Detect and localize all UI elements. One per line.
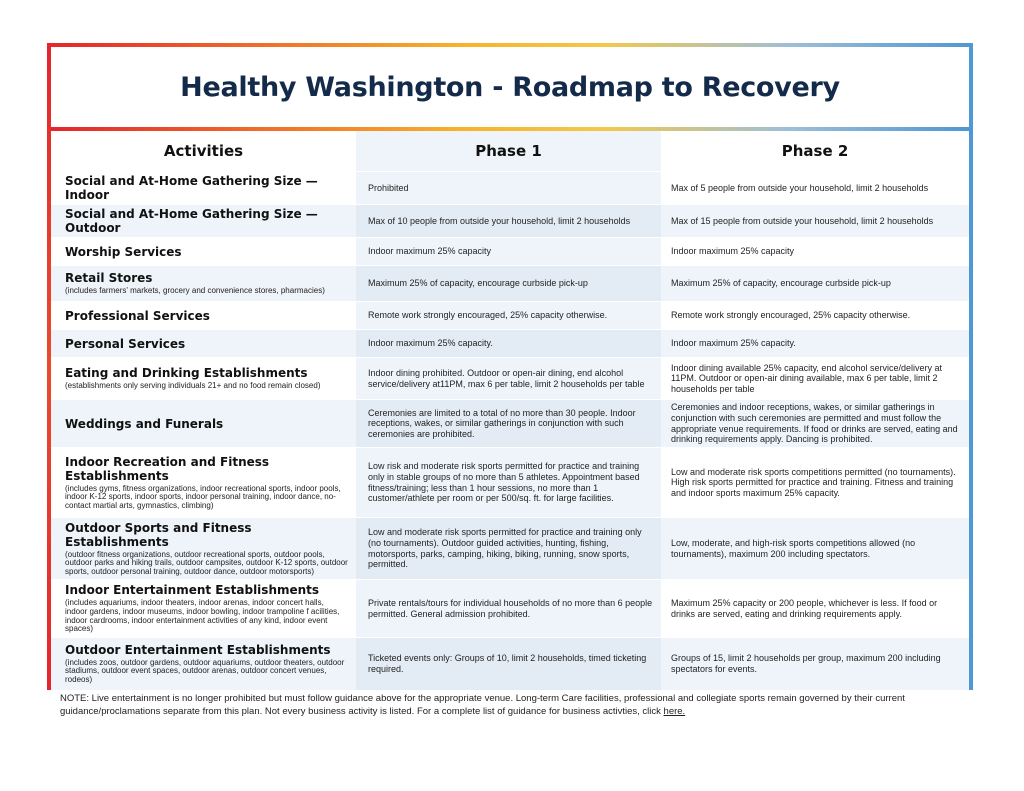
roadmap-panel — [51, 47, 969, 686]
activity-cell — [51, 205, 356, 238]
footnote-text: NOTE: Live entertainment is no longer prohibited but must follow guidance above for the appropriate venue. Long-term Care facilities, professional and collegiate sports remain governed by their current guidance/proclamations separate from this plan. Not every business activity is listed. For a complete list of guidance for business activties, click — [60, 693, 905, 717]
activity-name: Worship Services — [65, 244, 182, 259]
header-activities: Activities — [163, 142, 244, 160]
activity-name: Social and At-Home Gathering Size — Outdoor — [65, 207, 318, 235]
table-row — [51, 580, 969, 638]
table-row — [51, 266, 969, 302]
activity-cell — [51, 302, 356, 330]
roadmap-frame — [47, 43, 973, 690]
table-row — [51, 205, 969, 238]
activity-description: (includes gyms, fitness organizations, indoor recreational sports, indoor pools, indoor K-12 sports, indoor sports, indoor personal training, indoor dance, no-contact martial arts, gymnastics, climbing) — [65, 483, 341, 510]
table-row — [51, 238, 969, 266]
frame-left-edge — [47, 43, 51, 690]
activity-name: Weddings and Funerals — [65, 416, 224, 431]
phase-1-cell: Private rentals/tours for individual households of no more than 6 people permitted. General admission prohibited. — [356, 580, 661, 638]
activity-description: (includes zoos, outdoor gardens, outdoor aquariums, outdoor theaters, outdoor stadiums, outdoor event spaces, outdoor arenas, outdoor concert venues, rodeos) — [65, 657, 345, 685]
phase-2-cell: Indoor dining available 25% capacity, end alcohol service/delivery at 11PM. Outdoor or open-air dining available, max 6 per table, limit 2 households per table — [661, 358, 969, 400]
table-row — [51, 172, 969, 205]
title-band — [51, 47, 969, 127]
phase-1-cell: Indoor maximum 25% capacity — [356, 238, 661, 266]
page-title: Healthy Washington - Roadmap to Recovery — [180, 71, 840, 103]
activity-cell — [51, 518, 356, 580]
activity-cell — [51, 400, 356, 448]
phase-2-cell: Indoor maximum 25% capacity. — [661, 330, 969, 358]
phase-2-cell: Groups of 15, limit 2 households per group, maximum 200 including spectators for events. — [661, 638, 969, 690]
activity-name: Personal Services — [65, 336, 186, 351]
phase-2-cell: Max of 15 people from outside your household, limit 2 households — [661, 205, 969, 238]
phase-1-cell: Low and moderate risk sports permitted for practice and training only (no tournaments). Outdoor guided activities, hunting, fishing, motorsports, parks, camping, hiking, biking, running, snow sports, permitted. — [356, 518, 661, 580]
guidance-link[interactable]: here. — [663, 705, 686, 717]
activity-cell — [51, 448, 356, 518]
activity-cell — [51, 358, 356, 400]
header-phase-2: Phase 2 — [781, 142, 849, 160]
activity-description: (includes farmers' markets, grocery and convenience stores, pharmacies) — [65, 286, 325, 296]
table-row — [51, 400, 969, 448]
activity-cell — [51, 580, 356, 638]
header-phase-1: Phase 1 — [356, 131, 661, 172]
table-row — [51, 302, 969, 330]
activity-name: Indoor Recreation and Fitness Establishments — [65, 454, 270, 483]
phase-2-cell: Remote work strongly encouraged, 25% capacity otherwise. — [661, 302, 969, 330]
activity-cell — [51, 638, 356, 690]
activity-cell — [51, 266, 356, 302]
activity-name: Indoor Entertainment Establishments — [65, 583, 320, 598]
table-row — [51, 638, 969, 690]
phase-1-cell: Prohibited — [356, 172, 661, 205]
activity-name: Outdoor Sports and Fitness Establishments — [65, 520, 252, 549]
phase-2-cell: Maximum 25% of capacity, encourage curbside pick-up — [661, 266, 969, 302]
table-row — [51, 518, 969, 580]
phase-2-cell: Ceremonies and indoor receptions, wakes, or similar gatherings in conjunction with such ceremonies are permitted and must follow the appropriate venue requirements. If food or drinks are served, eating and drinking requirements apply. Dancing is prohibited. — [661, 400, 969, 448]
phase-1-cell: Indoor dining prohibited. Outdoor or open-air dining, end alcohol service/delivery at11PM, max 6 per table, limit 2 households per table — [356, 358, 661, 400]
activity-description: (outdoor fitness organizations, outdoor recreational sports, outdoor pools, outdoor parks and hiking trails, outdoor campsites, outdoor K-12 sports, outdoor sports, outdoor personal training, outdoor dance, outdoor motorsports) — [65, 549, 348, 576]
phase-1-cell: Ceremonies are limited to a total of no more than 30 people. Indoor receptions, wakes, or similar gatherings in conjunction with such ceremonies are prohibited. — [356, 400, 661, 448]
activity-name: Retail Stores — [65, 271, 153, 286]
activity-name: Eating and Drinking Establishments — [65, 366, 308, 381]
activity-name: Outdoor Entertainment Establishments — [65, 642, 331, 657]
phase-1-cell: Maximum 25% of capacity, encourage curbside pick-up — [356, 266, 661, 302]
table-row — [51, 330, 969, 358]
phase-1-cell: Remote work strongly encouraged, 25% capacity otherwise. — [356, 302, 661, 330]
table-row — [51, 358, 969, 400]
phase-1-cell: Max of 10 people from outside your household, limit 2 households — [356, 205, 661, 238]
phase-2-cell: Indoor maximum 25% capacity — [661, 238, 969, 266]
roadmap-table — [51, 131, 969, 690]
activity-cell — [51, 238, 356, 266]
phase-2-cell: Max of 5 people from outside your household, limit 2 households — [661, 172, 969, 205]
activity-description: (includes aquariums, indoor theaters, indoor arenas, indoor concert halls, indoor gardens, indoor museums, indoor bowling, indoor trampoline f acilities, indoor cardrooms, indoor entertainment activities of any kind, indoor event spaces) — [65, 598, 340, 634]
phase-2-cell: Maximum 25% capacity or 200 people, whichever is less. If food or drinks are served, eating and drinking requirements apply. — [661, 580, 969, 638]
activity-cell — [51, 330, 356, 358]
table-row — [51, 448, 969, 518]
phase-2-cell: Low, moderate, and high-risk sports competitions allowed (no tournaments), maximum 200 including spectators. — [661, 518, 969, 580]
activity-description: (establishments only serving individuals 21+ and no food remain closed) — [65, 381, 321, 391]
activity-name: Social and At-Home Gathering Size — Indoor — [65, 174, 318, 202]
phase-1-cell: Low risk and moderate risk sports permitted for practice and training only in stable groups of no more than 5 athletes. Appointment based fitness/training; less than 1 hour sessions, no more than 1 customer/athlete per room or per 500/sq. ft. for large facilities. — [356, 448, 661, 518]
phase-2-cell: Low and moderate risk sports competitions permitted (no tournaments). High risk sports permitted for practice and training. Fitness and training and indoor sports maximum 25% capacity. — [661, 448, 969, 518]
activity-cell — [51, 172, 356, 205]
header-row — [51, 131, 969, 172]
activity-name: Professional Services — [65, 308, 210, 323]
footnote — [60, 693, 960, 718]
phase-1-cell: Ticketed events only: Groups of 10, limit 2 households, timed ticketing required. — [356, 638, 661, 690]
phase-1-cell: Indoor maximum 25% capacity. — [356, 330, 661, 358]
